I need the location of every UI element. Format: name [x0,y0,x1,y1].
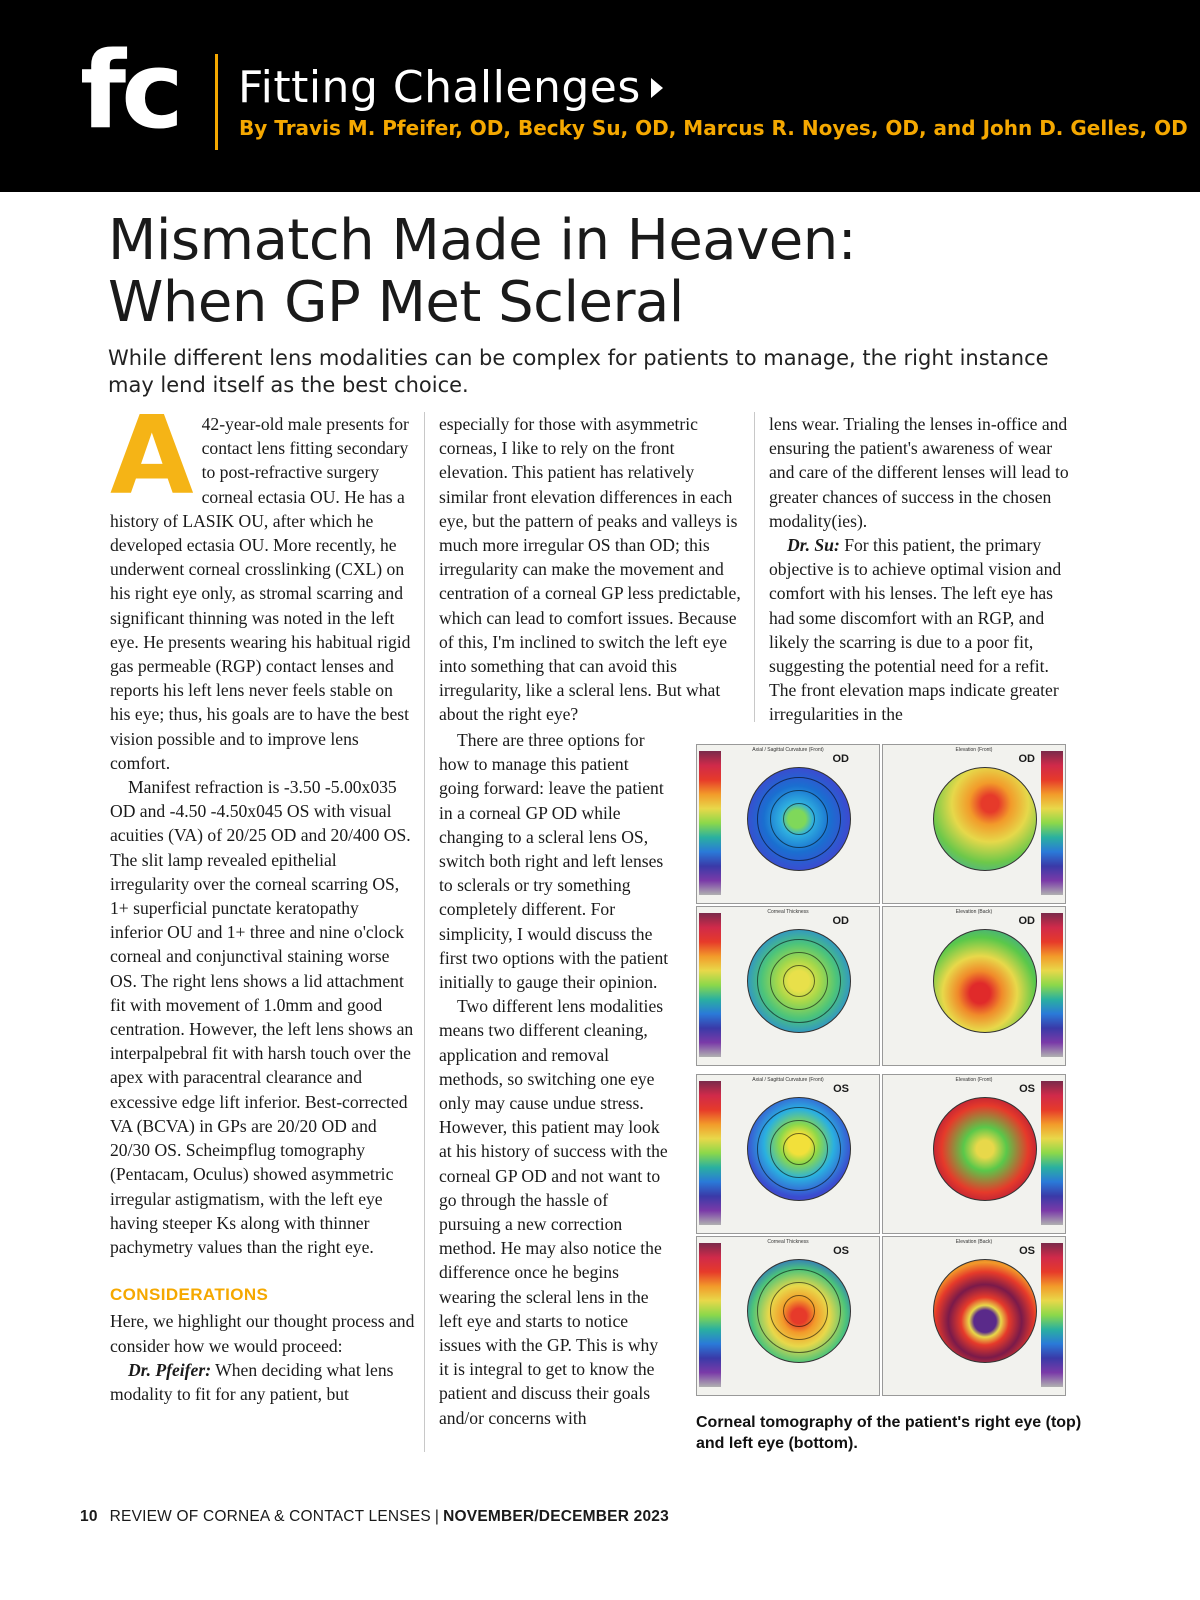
tomography-map-panel [696,744,880,904]
tomography-map-panel [696,1236,880,1396]
color-scale [699,913,721,1057]
body-paragraph: lens wear. Trialing the lenses in-office and ensuring the patient's awareness of wear and care of the different lenses will lead to greater chances of success in the chosen modality(ies). [769,414,1069,531]
body-paragraph [769,533,1074,727]
corneal-map [933,929,1037,1033]
drop-cap: A [110,394,194,519]
header-divider [215,54,218,150]
text-column-1 [110,394,415,1406]
map-title: Elevation (Back) [955,1239,993,1245]
publication-name: REVIEW OF CORNEA & CONTACT LENSES [109,1508,431,1525]
section-title [238,62,663,113]
tomography-map-panel [696,906,880,1066]
body-paragraph [110,1358,415,1406]
text-column-2-lower [439,728,669,1430]
eye-label: OS [1019,1083,1035,1095]
footer-separator: | [434,1508,440,1525]
text-column-2 [439,412,744,727]
map-title: Axial / Sagittal Curvature (Front) [752,747,824,753]
eye-label: OS [1019,1245,1035,1257]
map-title: Corneal Thickness [767,1239,809,1245]
byline: By Travis M. Pfeifer, OD, Becky Su, OD, Marcus R. Noyes, OD, and John D. Gelles, OD [239,116,1188,140]
map-title: Elevation (Front) [955,747,993,753]
page-footer [80,1508,669,1526]
eye-label: OS [833,1245,849,1257]
map-title: Elevation (Front) [955,1077,993,1083]
map-ring [757,777,841,861]
color-scale [699,1243,721,1387]
tomography-figure [696,744,1074,1400]
map-ring [757,1269,841,1353]
tomography-map-panel [882,744,1066,904]
eye-label: OD [1018,915,1035,927]
corneal-map [747,1097,851,1201]
map-ring [757,1107,841,1191]
color-scale [1041,751,1063,895]
tomography-map-panel [696,1074,880,1234]
article-deck: While different lens modalities can be complex for patients to manage, the right instance may lend itself as the best choice. [108,346,1049,397]
section-header [0,0,1200,192]
headline-line-2: When GP Met Scleral [108,270,684,335]
article-headline [108,210,856,334]
map-title: Corneal Thickness [767,909,809,915]
subheading-considerations: CONSIDERATIONS [110,1285,269,1305]
map-title: Axial / Sagittal Curvature (Front) [752,1077,824,1083]
color-scale [699,1081,721,1225]
speaker-text: When deciding what lens modality to fit for any patient, but [110,1359,394,1404]
intro-paragraph [110,394,415,775]
color-scale [1041,1243,1063,1387]
body-paragraph: There are three options for how to manage this patient going forward: leave the patient in a corneal GP OD while changing to a scleral lens OS, switch both right and left lenses to sclerals or try something completely different. For simplicity, I would discuss the first two options with the patient initially to gauge their opinion. [439,730,669,993]
eye-label: OS [833,1083,849,1095]
page-number: 10 [80,1508,98,1525]
fc-logo: fc [80,29,179,152]
body-paragraph: Here, we highlight our thought process and consider how we would proceed: [110,1311,415,1356]
eye-label: OD [1018,753,1035,765]
tomography-map-panel [882,1074,1066,1234]
speaker-text: For this patient, the primary objective is to achieve optimal vision and comfort with his lenses. The left eye has had some discomfort with an RGP, and likely the scarring is due to a poor fit, suggesting the potential need for a refit. The front elevation maps indicate greater irregularities in the [769,535,1062,725]
column-rule [754,412,755,722]
color-scale [1041,1081,1063,1225]
color-scale [699,751,721,895]
figure-caption: Corneal tomography of the patient's right eye (top) and left eye (bottom). [696,1414,1082,1452]
body-paragraph: especially for those with asymmetric corneas, I like to rely on the front elevation. This patient has relatively similar front elevation differences in each eye, but the pattern of peaks and valleys is much more irregular OS than OD; this irregularity can make the movement and centration of a corneal GP less predictable, which can lead to comfort issues. Because of this, I'm inclined to switch the left eye into something that can avoid this irregularity, like a scleral lens. But what about the right eye? [439,414,741,725]
speaker-name: Dr. Pfeifer: [128,1359,212,1380]
body-paragraph: Two different lens modalities means two different cleaning, application and removal methods, so switching one eye only may cause undue stress. However, this patient may look at his history of success with the corneal GP OD and not want to go through the hassle of pursuing a new correction method. He may also notice the difference once he begins wearing the scleral lens in the left eye and starts to notice issues with the GP. This is why it is integral to get to know the patient and discuss their goals and/or concerns with [439,996,668,1428]
color-scale [1041,913,1063,1057]
map-ring [757,939,841,1023]
intro-text: 42-year-old male presents for contact lens fitting secondary to post-refractive surgery corneal ectasia OU. He has a history of LASIK OU, after which he developed ectasia OU. More recently, he underwent corneal crosslinking (CXL) on his right eye only, as stromal scarring and significant thinning was noted in the left eye. He presents wearing his habitual rigid gas permeable (RGP) contact lenses and reports his left lens never feels stable on his eye; thus, his goals are to have the best vision possible and to improve lens comfort. [110,414,411,773]
corneal-map [747,1259,851,1363]
corneal-map [933,1259,1037,1363]
corneal-map [933,1097,1037,1201]
headline-line-1: Mismatch Made in Heaven: [108,208,857,273]
corneal-map [747,767,851,871]
corneal-map [933,767,1037,871]
tomography-map-panel [882,906,1066,1066]
column-rule [424,412,425,1452]
eye-label: OD [832,915,849,927]
issue-date: NOVEMBER/DECEMBER 2023 [443,1508,669,1525]
tomography-map-panel [882,1236,1066,1396]
body-paragraph: Manifest refraction is -3.50 -5.00x035 OD and -4.50 -4.50x045 OS with visual acuities (VA) of 20/25 OD and 20/400 OS. The slit lamp revealed epithelial irregularity over the corneal scarring OS, 1+ superficial punctate keratopathy inferior OU and 1+ three and nine o'clock corneal and conjunctival staining worse OS. The right lens shows a lid attachment fit with movement of 1.0mm and good centration. However, the left lens shows an interpalpebral fit with harsh touch over the apex with paracentral clearance and excessive edge lift inferior. Best-corrected VA (BCVA) in GPs are 20/20 OD and 20/30 OS. Scheimpflug tomography (Pentacam, Oculus) showed asymmetric irregular astigmatism, with the left eye having steeper Ks along with thinner pachymetry values than the right eye. [110,777,414,1257]
corneal-map [747,929,851,1033]
map-title: Elevation (Back) [955,909,993,915]
speaker-name: Dr. Su: [787,535,840,556]
triangle-right-icon [651,78,663,98]
text-column-3 [769,412,1074,727]
eye-label: OD [832,753,849,765]
section-title-text: Fitting Challenges [238,62,641,113]
